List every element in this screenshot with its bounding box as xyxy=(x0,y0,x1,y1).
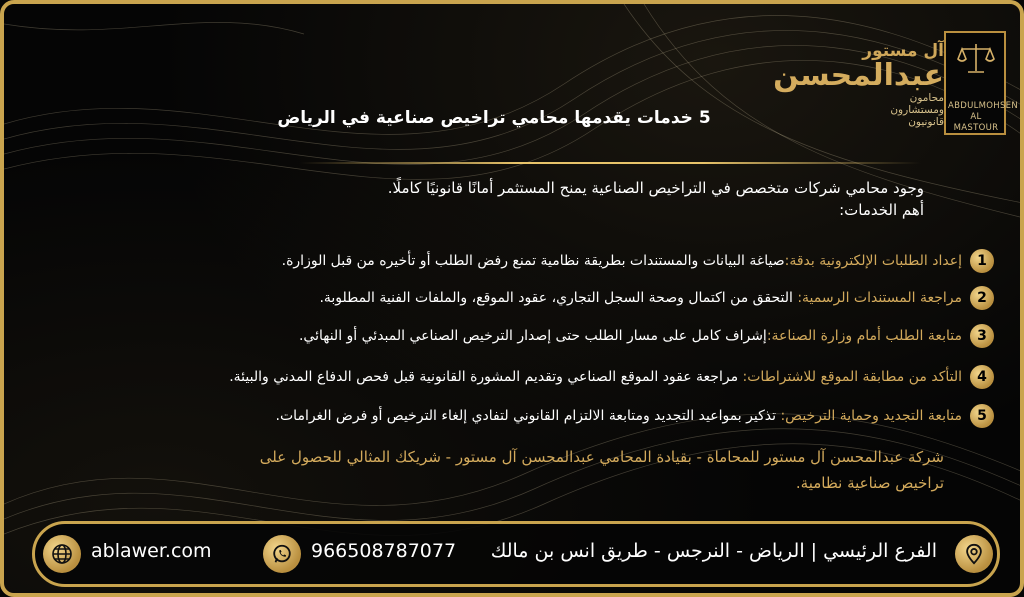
service-text xyxy=(299,328,962,344)
logo-emblem xyxy=(944,31,1018,135)
closing-line-1: شركة عبدالمحسن آل مستور للمحاماة - بقيادة المحامي عبدالمحسن آل مستور - شريكك المثالي للحصول على xyxy=(259,448,944,466)
branch-address: الفرع الرئيسي | الرياض - النرجس - طريق انس بن مالك xyxy=(490,540,937,562)
service-description: إشراف كامل على مسار الطلب حتى إصدار الترخيص الصناعي المبدئي أو النهائي. xyxy=(298,328,767,344)
service-text xyxy=(319,290,962,306)
logo-family-name: آل مستور xyxy=(862,41,944,61)
logo-latin-line-2: AL MASTOUR xyxy=(953,112,999,133)
service-description: صياغة البيانات والمستندات بطريقة نظامية تمنع رفض الطلب أو تأخيره من قبل الوزارة. xyxy=(281,253,785,269)
logo-tagline-2: ومستشارون xyxy=(890,104,944,116)
closing-line-2: تراخيص صناعية نظامية. xyxy=(795,474,944,492)
logo-wordmark xyxy=(773,41,944,128)
scales-of-justice-icon xyxy=(956,41,996,77)
logo-main-name: عبدالمحسن xyxy=(773,58,944,93)
logo-tagline-1: محامون xyxy=(909,92,944,104)
list-item xyxy=(229,362,994,392)
number-badge: 2 xyxy=(970,286,994,310)
location-pin-icon xyxy=(955,535,993,573)
service-label: التأكد من مطابقة الموقع للاشتراطات: xyxy=(742,369,962,385)
service-description: مراجعة عقود الموقع الصناعي وتقديم المشورة القانونية قبل فحص الدفاع المدني والبيئة. xyxy=(229,369,743,385)
service-text xyxy=(276,408,962,424)
service-label: مراجعة المستندات الرسمية: xyxy=(797,290,962,306)
title-divider xyxy=(300,162,920,164)
service-description: تذكير بمواعيد التجديد ومتابعة الالتزام القانوني لتفادي إلغاء الترخيص أو فرض الغرامات. xyxy=(275,408,781,424)
logo-tagline-3: قانونيون xyxy=(908,116,944,128)
list-item xyxy=(282,246,994,276)
list-item xyxy=(299,321,994,351)
logo-latin-line-1: ABDULMOHSEN xyxy=(948,101,1018,111)
globe-icon[interactable] xyxy=(43,535,81,573)
service-text xyxy=(282,253,962,269)
number-badge: 4 xyxy=(970,365,994,389)
website-link[interactable]: ablawer.com xyxy=(91,540,212,562)
service-label: إعداد الطلبات الإلكترونية بدقة: xyxy=(784,253,962,269)
service-label: متابعة التجديد وحماية الترخيص: xyxy=(780,408,962,424)
number-badge: 5 xyxy=(970,404,994,428)
phone-number[interactable]: 966508787077 xyxy=(311,540,457,562)
logo-latin-name xyxy=(948,101,1018,134)
number-badge: 3 xyxy=(970,324,994,348)
intro-line-2: أهم الخدمات: xyxy=(839,201,924,219)
page-title: 5 خدمات يقدمها محامي تراخيص صناعية في الرياض xyxy=(277,108,711,128)
intro-text xyxy=(204,177,924,221)
service-description: التحقق من اكتمال وصحة السجل التجاري، عقود الموقع، والملفات الفنية المطلوبة. xyxy=(319,290,798,306)
whatsapp-icon[interactable] xyxy=(263,535,301,573)
service-text xyxy=(229,369,962,385)
contact-footer xyxy=(32,521,1000,587)
service-label: متابعة الطلب أمام وزارة الصناعة: xyxy=(766,328,962,344)
closing-text xyxy=(154,444,944,496)
number-badge: 1 xyxy=(970,249,994,273)
list-item xyxy=(276,401,994,431)
list-item xyxy=(319,283,994,313)
intro-line-1: وجود محامي شركات متخصص في التراخيص الصناعية يمنح المستثمر أمانًا قانونيًا كاملًا. xyxy=(387,179,924,197)
